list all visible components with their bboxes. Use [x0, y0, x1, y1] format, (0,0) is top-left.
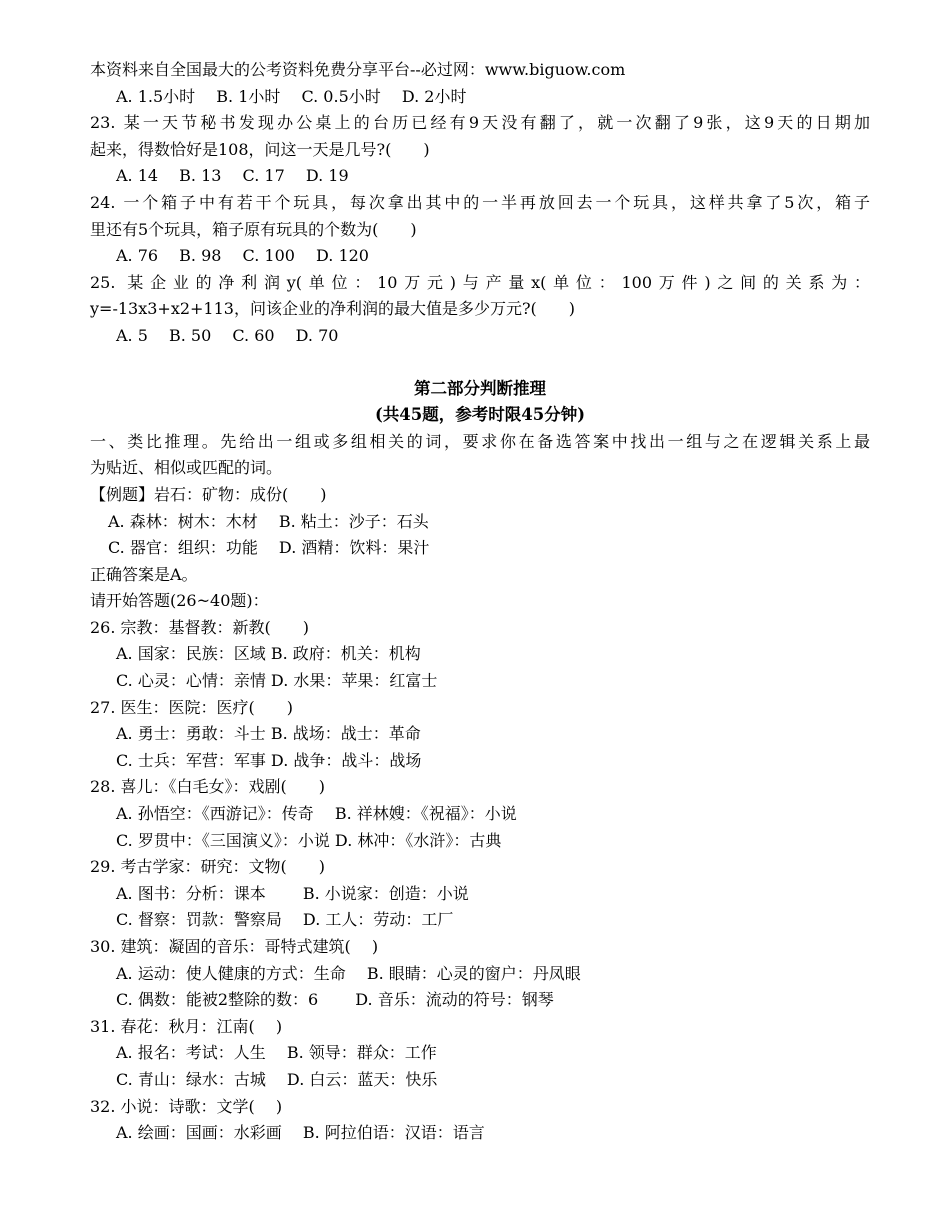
question-stem: 30. 建筑：凝固的音乐：哥特式建筑( )	[90, 937, 379, 956]
example-answer: 正确答案是A。	[90, 564, 198, 584]
question-options-1: A. 图书：分析：课本 B. 小说家：创造：小说	[116, 883, 469, 903]
q23-stem-line2: 起来，得数恰好是108，问这一天是几号?( )	[90, 139, 430, 159]
example-stem: 【例题】岩石：矿物：成份( )	[90, 484, 327, 504]
question-options-1: A. 绘画：国画：水彩画 B. 阿拉伯语：汉语：语言	[116, 1123, 485, 1143]
q23-options: A. 14 B. 13 C. 17 D. 19	[116, 166, 349, 186]
question-stem: 32. 小说：诗歌：文学( )	[90, 1096, 283, 1116]
question-options-2: C. 督察：罚款：警察局 D. 工人：劳动：工厂	[116, 910, 454, 930]
q24-stem-line1: 24. 一个箱子中有若干个玩具，每次拿出其中的一半再放回去一个玩具，这样共拿了5次，箱子	[90, 192, 870, 212]
example-options-2: C. 器官：组织：功能 D. 酒精：饮料：果汁	[108, 538, 430, 558]
q24-options: A. 76 B. 98 C. 100 D. 120	[116, 246, 369, 266]
q25-options: A. 5 B. 50 C. 60 D. 70	[116, 325, 339, 345]
question-stem: 31. 春花：秋月：江南( )	[90, 1016, 283, 1036]
start-instruction: 请开始答题(26~40题)：	[90, 591, 269, 611]
question-options-1: A. 勇士：勇敢：斗士 B. 战场：战士：革命	[116, 724, 421, 744]
question-options-2: C. 心灵：心情：亲情 D. 水果：苹果：红富士	[116, 671, 438, 691]
section-intro-line1: 一、类比推理。先给出一组或多组相关的词，要求你在备选答案中找出一组与之在逻辑关系上最	[90, 431, 870, 451]
question-options-2: C. 士兵：军营：军事 D. 战争：战斗：战场	[116, 750, 422, 770]
section-title: 第二部分判断推理	[414, 378, 546, 398]
question-stem: 28. 喜儿：《白毛女》：戏剧( )	[90, 777, 326, 797]
document-page	[90, 57, 870, 1147]
question-options-1: A. 孙悟空：《西游记》：传奇 B. 祥林嫂：《祝福》：小说	[116, 804, 517, 824]
example-options-1: A. 森林：树木：木材 B. 粘土：沙子：石头	[108, 511, 429, 531]
q23-stem-line1: 23. 某一天节秘书发现办公桌上的台历已经有9天没有翻了，就一次翻了9张，这9天的日期加	[90, 113, 870, 133]
question-stem: 29. 考古学家：研究：文物( )	[90, 857, 326, 877]
q25-stem-line2: y=-13x3+x2+113，问该企业的净利润的最大值是多少万元?( )	[90, 299, 576, 319]
question-options-1: A. 国家：民族：区域 B. 政府：机关：机构	[116, 644, 421, 664]
q25-stem-line1: 25. 某企业的净利润y(单位：10万元)与产量x(单位：100万件)之间的关系为：	[90, 272, 870, 292]
question-options-1: A. 报名：考试：人生 B. 领导：群众：工作	[116, 1043, 437, 1063]
question-options-1: A. 运动：使人健康的方式：生命 B. 眼睛：心灵的窗户：丹凤眼	[116, 963, 581, 983]
question-options-2: C. 偶数：能被2整除的数：6 D. 音乐：流动的符号：钢琴	[116, 990, 554, 1010]
section-intro-line2: 为贴近、相似或匹配的词。	[90, 458, 283, 478]
q24-stem-line2: 里还有5个玩具，箱子原有玩具的个数为( )	[90, 219, 417, 239]
section-subtitle: (共45题，参考时限45分钟)	[374, 405, 586, 425]
source-header: 本资料来自全国最大的公考资料免费分享平台--必过网：www.biguow.com	[90, 60, 626, 79]
question-stem: 27. 医生：医院：医疗( )	[90, 697, 294, 717]
question-stem: 26. 宗教：基督教：新教( )	[90, 617, 310, 637]
q22-options: A. 1.5小时 B. 1小时 C. 0.5小时 D. 2小时	[116, 86, 467, 106]
question-options-2: C. 青山：绿水：古城 D. 白云：蓝天：快乐	[116, 1069, 438, 1089]
question-options-2: C. 罗贯中：《三国演义》：小说 D. 林冲：《水浒》：古典	[116, 830, 502, 850]
